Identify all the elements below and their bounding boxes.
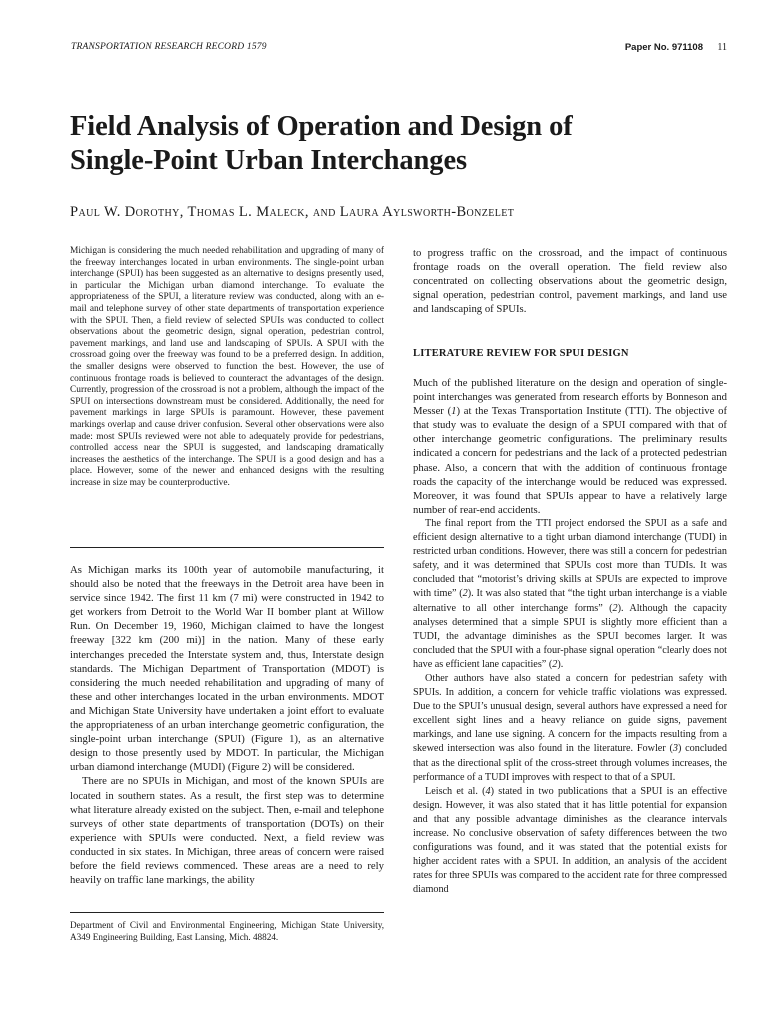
citation-ref: 2 bbox=[612, 602, 618, 614]
citation-ref: 1 bbox=[451, 405, 457, 418]
abstract: Michigan is considering the much needed rehabilitation and upgrading of many of the freeway interchanges located in urban environments. The single-point urban interchange (SPUI) has been suggested as an alternative to designs presently used, in particular the Michigan urban diamond interchange. To evaluate the appropriateness of the SPUI, a literature review was conducted, along with an e-mail and telephone survey of other state departments of transportation experience with the SPUI. Then, a field review of selected SPUIs was conducted to collect observations about the geometric design, signal operation, pedestrian control, pavement markings, and land use and landscaping of SPUIs. A SPUI with the crossroad going over the freeway was found to be a preferred design. In addition, the smaller designs were observed to function the best. However, the use of continuous frontage roads is believed to counteract the advantages of the design. Currently, progression of the crossroad is not a problem, although the impact of the SPUI on intersections downstream must be considered. Additionally, the need for pavement markings in large SPUIs is paramount. However, these pavement markings overlap and cause driver confusion. Several other observations were also made: most SPUIs reviewed were not able to adequately provide for pedestrians, controlled access near the SPUI is suggested, and landscaping dramatically increases the aesthetics of the interchange. The SPUI is a good design and has a place. However, some of the newer and enhanced designs with the resulting increase in size may be counterproductive. bbox=[70, 246, 384, 488]
title-line-2: Single-Point Urban Interchanges bbox=[70, 145, 467, 176]
running-head bbox=[71, 42, 727, 56]
citation-ref: 3 bbox=[672, 743, 678, 755]
footnote-divider bbox=[70, 912, 384, 913]
citation-ref: 2 bbox=[552, 658, 558, 670]
intro-paragraph-2: There are no SPUIs in Michigan, and most of the known SPUIs are located in southern states. As a result, the first step was to determine what literature already existed on the subject. Then, e-mail and telephone surveys of other state departments of transportation (DOTs) on their experience with SPUIs were conducted. Next, a field review was conducted in six states. In Michigan, three areas of concern were raised before the field reviews commenced. These areas are a need to rely heavily on traffic lane markings, the ability bbox=[70, 775, 384, 887]
paper-title bbox=[70, 110, 730, 178]
citation-ref: 4 bbox=[485, 785, 491, 797]
author-list: Paul W. Dorothy, Thomas L. Maleck, and Laura Aylsworth-Bonzelet bbox=[70, 204, 515, 220]
page-number: 11 bbox=[717, 42, 727, 53]
lit-paragraph-1: Much of the published literature on the design and operation of single-point interchanges was generated from research efforts by Bonneson and Messer (1) at the Texas Transportation Institute (TTI). The objective of that study was to evaluate the design of a SPUI compared with that of other interchange geometric configurations. The preliminary results indicated a concern for pedestrians and the lack of a protected pedestrian phase. Also, a concern that with the addition of continuous frontage roads the capacity of the interchange would be reduced was expressed. Moreover, it was found that SPUIs appear to have a relatively large number of rear-end accidents. bbox=[413, 377, 727, 516]
lit-paragraph-3: Other authors have also stated a concern for pedestrian safety with SPUIs. In addition, a concern for vehicle traffic violations was expressed. Due to the SPUI’s unusual design, several authors have expressed a need for excellent sight lines and a heavy reliance on guide signs, pavement markings, and lane use signing. A concern for the impacts resulting from a skewed intersection was also found in the literature. Fowler (3) concluded that as the directional split of the cross-street through volumes increases, the performance of a TUDI improves with respect to that of a SPUI. bbox=[413, 672, 727, 783]
author-affiliation-footnote: Department of Civil and Environmental Engineering, Michigan State University, A349 Engineering Building, East Lansing, Mich. 48824. bbox=[70, 920, 384, 942]
journal-name: TRANSPORTATION RESEARCH RECORD 1579 bbox=[71, 42, 267, 52]
intro-continuation: to progress traffic on the crossroad, and the impact of continuous frontage roads on the overall operation. The field review also concentrated on collecting observations about the geometric design, signal operation, pedestrian control, pavement markings, and land use and landscaping of SPUIs. bbox=[413, 247, 727, 316]
lit-paragraph-4: Leisch et al. (4) stated in two publications that a SPUI is an effective design. However, it was also stated that it has little potential for expansion and that any possible advantage diminishes as the clearance intervals increase. No conclusive observation of safety differences between the two configurations was found, and it was stated that the potential exists for higher accident rates with a SPUI. In addition, an analysis of the accident rates for three SPUIs was compared to the accident rate for three compressed diamond bbox=[413, 785, 727, 896]
intro-paragraph-1: As Michigan marks its 100th year of automobile manufacturing, it should also be noted that the freeways in the Detroit area have been in service since 1942. The first 11 km (7 mi) were constructed in 1942 to get workers from Detroit to the World War II bomber plant at Willow Run. On December 19, 1960, Michigan claimed to have the longest freeway [322 km (200 mi)] in the nation. Many of these early interchanges preceded the Interstate system and, thus, Interstate design standards. The Michigan Department of Transportation (MDOT) is considering the much needed rehabilitation and upgrading of many of these and other interchanges located in the urban environments. MDOT and Michigan State University have undertaken a joint effort to evaluate the appropriateness of an urban interchange geometric configuration, the single-point urban interchange (SPUI) (Figure 1), as an alternative design to those presently used by MDOT. In particular, the Michigan urban diamond interchange (MUDI) (Figure 2) will be considered. bbox=[70, 564, 384, 774]
citation-ref: 2 bbox=[462, 588, 468, 600]
literature-review-body bbox=[413, 376, 727, 980]
section-heading-literature-review: LITERATURE REVIEW FOR SPUI DESIGN bbox=[413, 348, 629, 359]
paper-number: Paper No. 971108 bbox=[624, 42, 703, 53]
abstract-divider bbox=[70, 547, 384, 548]
introduction bbox=[70, 563, 384, 887]
lit-paragraph-2: The final report from the TTI project endorsed the SPUI as a safe and efficient design alternative to a tight urban diamond interchange (TUDI) in restricted urban conditions. However, there was still a concern for pedestrian safety, and it was determined that SPUIs cost more than TUDIs. It was concluded that “motorist’s driving skills at SPUIs are expected to improve with time” (2). It was also stated that “the tight urban interchange is a viable alternative to all other interchange forms” (2). Although the capacity analyses determined that a simple SPUI is slightly more efficient than a TUDI, the advantage diminishes as the SPUI becomes larger. It was concluded that the SPUI with a four-phase signal operation “clearly does not have as efficient lane capacities” (2). bbox=[413, 517, 727, 670]
title-line-1: Field Analysis of Operation and Design of bbox=[70, 111, 573, 142]
